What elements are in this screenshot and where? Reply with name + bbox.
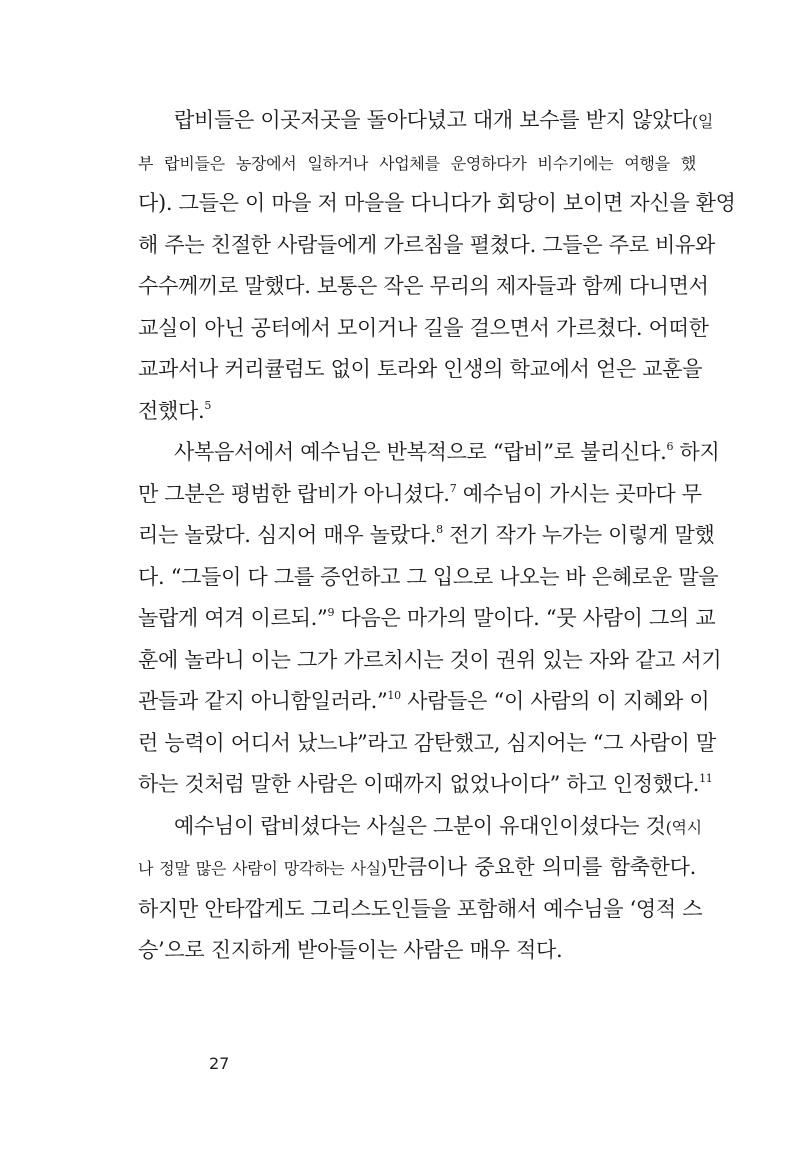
small-text-span: 나 정말 많은 사람이 망각하는 사실) (138, 859, 387, 878)
text-span: 리는 놀랐다. 심지어 매우 놀랐다. (138, 523, 437, 547)
text-line (138, 391, 696, 433)
text-line (138, 681, 710, 723)
small-text-span: 부 랍비들은 농장에서 일하거나 사업체를 운영하다가 비수기에는 여행을 했 (138, 153, 696, 173)
text-span: 만큼이나 중요한 의미를 함축한다. (386, 855, 696, 879)
text-line: 다. “그들이 다 그를 증언하고 그 입으로 나오는 바 은혜로운 말을 (138, 564, 719, 589)
text-line: 다). 그들은 이 마을 저 마을을 다니다가 회당이 보이면 자신을 환영 (138, 191, 736, 215)
text-span: 하는 것처럼 말한 사람은 이때까지 없었나이다” 하고 인정했다. (138, 772, 700, 796)
footnote-marker: 7 (449, 481, 457, 495)
text-line: 수수께끼로 말했다. 보통은 작은 무리의 제자들과 함께 다니면서 (138, 274, 709, 298)
text-span: 랍비들은 이곳저곳을 돌아다녔고 대개 보수를 받지 않았다 (174, 108, 692, 132)
text-line: 런 능력이 어디서 났느냐”라고 감탄했고, 심지어는 “그 사람이 말 (138, 730, 716, 755)
text-span: 다음은 마가의 말이다. “뭇 사람이 그의 교 (334, 606, 716, 630)
text-line: 교실이 아닌 공터에서 모이거나 길을 걸으면서 가르쳤다. 어떠한 (138, 315, 709, 340)
text-line: 교과서나 커리큘럼도 없이 토라와 인생의 학교에서 얻은 교훈을 (138, 357, 703, 381)
footnote-marker: 10 (387, 689, 401, 702)
footnote-marker: 8 (436, 523, 443, 536)
text-line (138, 474, 702, 516)
text-line (138, 515, 715, 557)
text-span: 예수님이 가시는 곳마다 무 (456, 481, 702, 506)
text-span: 전했다. (138, 398, 205, 423)
text-line (138, 764, 713, 806)
text-line: 해 주는 친절한 사람들에게 가르침을 펼쳤다. 그들은 주로 비유와 (138, 232, 716, 257)
text-line (138, 806, 702, 848)
text-line (138, 142, 696, 184)
text-span: 예수님이 랍비셨다는 사실은 그분이 유대인이셨다는 것 (174, 813, 666, 838)
footnote-marker: 5 (204, 398, 212, 412)
page-number: 27 (209, 1054, 230, 1073)
small-text-span: (역시 (665, 817, 702, 837)
footnote-marker: 6 (666, 440, 674, 453)
body-text (138, 100, 736, 972)
text-line: 승’으로 진지하게 받아들이는 사람은 매우 적다. (138, 938, 563, 962)
text-line (138, 432, 720, 474)
text-line (138, 598, 716, 640)
text-line (138, 100, 714, 142)
text-span: 관들과 같지 아니함일러라.” (138, 689, 388, 713)
text-span: 하지 (673, 440, 720, 464)
text-span: 사람들은 “이 사람의 이 지혜와 이 (400, 689, 710, 713)
text-span: 만 그분은 평범한 랍비가 아니셨다. (138, 481, 450, 506)
footnote-marker: 9 (327, 606, 335, 619)
text-line: 훈에 놀라니 이는 그가 가르치시는 것이 권위 있는 자와 같고 서기 (138, 647, 722, 672)
footnote-marker: 11 (699, 772, 713, 785)
text-span: 사복음서에서 예수님은 반복적으로 “랍비”로 불리신다. (174, 440, 667, 464)
text-span: 놀랍게 여겨 이르되.” (138, 606, 328, 630)
text-line: 하지만 안타깝게도 그리스도인들을 포함해서 예수님을 ‘영적 스 (138, 896, 703, 921)
text-span: 전기 작가 누가는 이렇게 말했 (442, 523, 715, 547)
text-line (138, 847, 696, 889)
small-text-span: (일 (691, 112, 714, 131)
